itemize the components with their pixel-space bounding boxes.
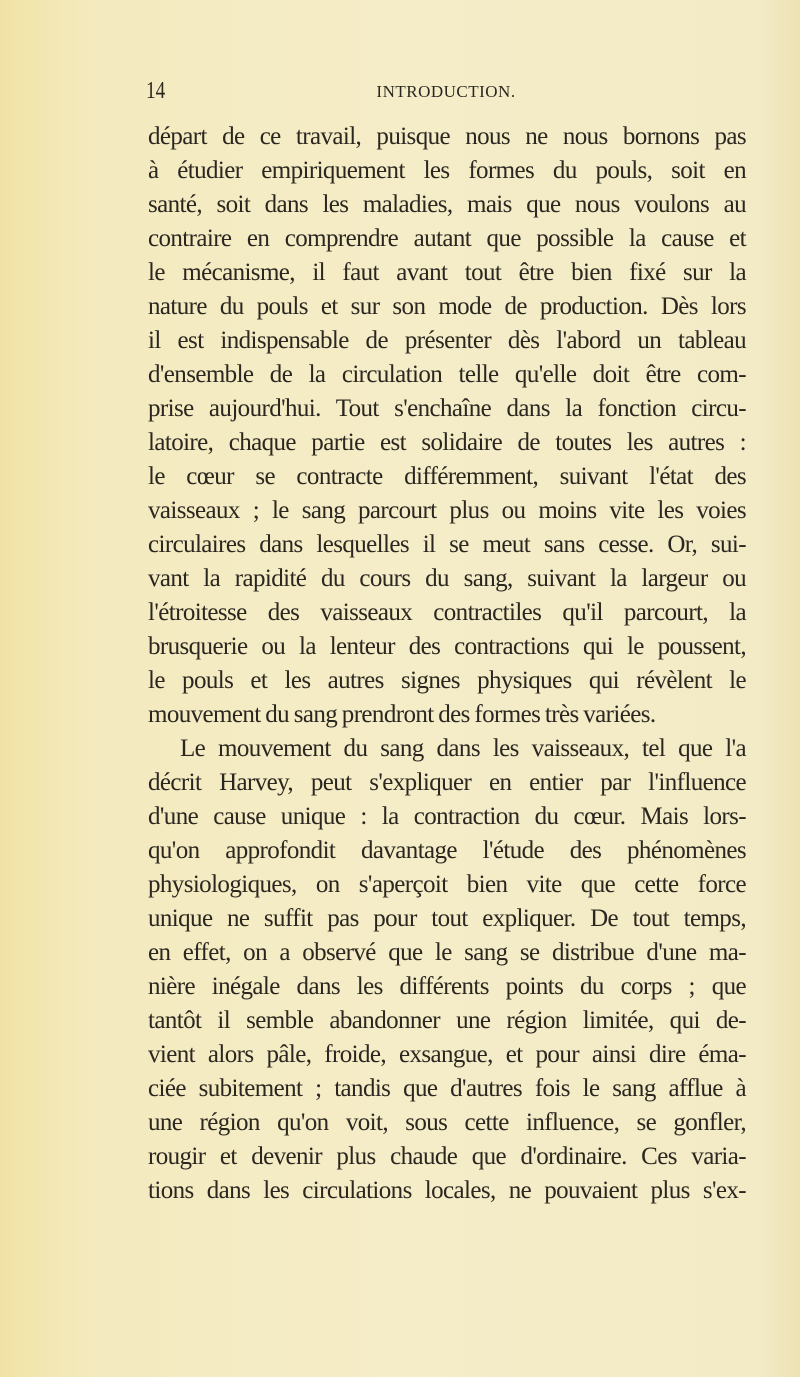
text-line: circulaires dans lesquelles il se meut sans cesse. Or, sui- [148,531,746,558]
text-line: à étudier empiriquement les formes du pouls, soit en [148,157,746,184]
text-line: Le mouvement du sang dans les vaisseaux, tel que l'a [180,735,746,762]
text-line: d'une cause unique : la contraction du cœur. Mais lors- [148,803,746,830]
text-line: physiologiques, on s'aperçoit bien vite que cette force [148,871,746,898]
text-line: il est indispensable de présenter dès l'abord un tableau [148,327,746,354]
text-line: en effet, on a observé que le sang se distribue d'une ma- [148,939,746,966]
page-number: 14 [146,78,166,104]
text-line: décrit Harvey, peut s'expliquer en entier par l'influence [148,769,746,796]
text-line: une région qu'on voit, sous cette influence, se gonfler, [148,1109,746,1136]
running-header [146,78,746,108]
text-line: nière inégale dans les différents points du corps ; que [148,973,746,1000]
text-line: contraire en comprendre autant que possible la cause et [148,225,746,252]
running-title: INTRODUCTION. [376,82,516,101]
text-line: unique ne suffit pas pour tout expliquer. De tout temps, [148,905,746,932]
page-body-text [148,120,746,1208]
text-line: tions dans les circulations locales, ne pouvaient plus s'ex- [148,1177,746,1204]
paragraph [148,120,746,732]
text-line: le cœur se contracte différemment, suivant l'état des [148,463,746,490]
text-line: vient alors pâle, froide, exsangue, et pour ainsi dire éma- [148,1041,746,1068]
text-line: d'ensemble de la circulation telle qu'elle doit être com- [148,361,746,388]
text-line: santé, soit dans les maladies, mais que nous voulons au [148,191,746,218]
text-line: tantôt il semble abandonner une région limitée, qui de- [148,1007,746,1034]
text-line: ciée subitement ; tandis que d'autres fois le sang afflue à [148,1075,746,1102]
text-line: le mécanisme, il faut avant tout être bien fixé sur la [148,259,746,286]
text-line: vaisseaux ; le sang parcourt plus ou moins vite les voies [148,497,746,524]
text-line: mouvement du sang prendront des formes très variées. [148,701,656,728]
text-line: l'étroitesse des vaisseaux contractiles qu'il parcourt, la [148,599,746,626]
text-line: qu'on approfondit davantage l'étude des phénomènes [148,837,746,864]
text-line: le pouls et les autres signes physiques qui révèlent le [148,667,746,694]
paragraph [148,732,746,1208]
text-line: rougir et devenir plus chaude que d'ordinaire. Ces varia- [148,1143,746,1170]
text-line: prise aujourd'hui. Tout s'enchaîne dans la fonction circu- [148,395,746,422]
text-line: latoire, chaque partie est solidaire de toutes les autres : [148,429,746,456]
text-line: nature du pouls et sur son mode de production. Dès lors [148,293,746,320]
text-line: brusquerie ou la lenteur des contractions qui le poussent, [148,633,746,660]
text-line: départ de ce travail, puisque nous ne nous bornons pas [148,123,746,150]
text-line: vant la rapidité du cours du sang, suivant la largeur ou [148,565,746,592]
